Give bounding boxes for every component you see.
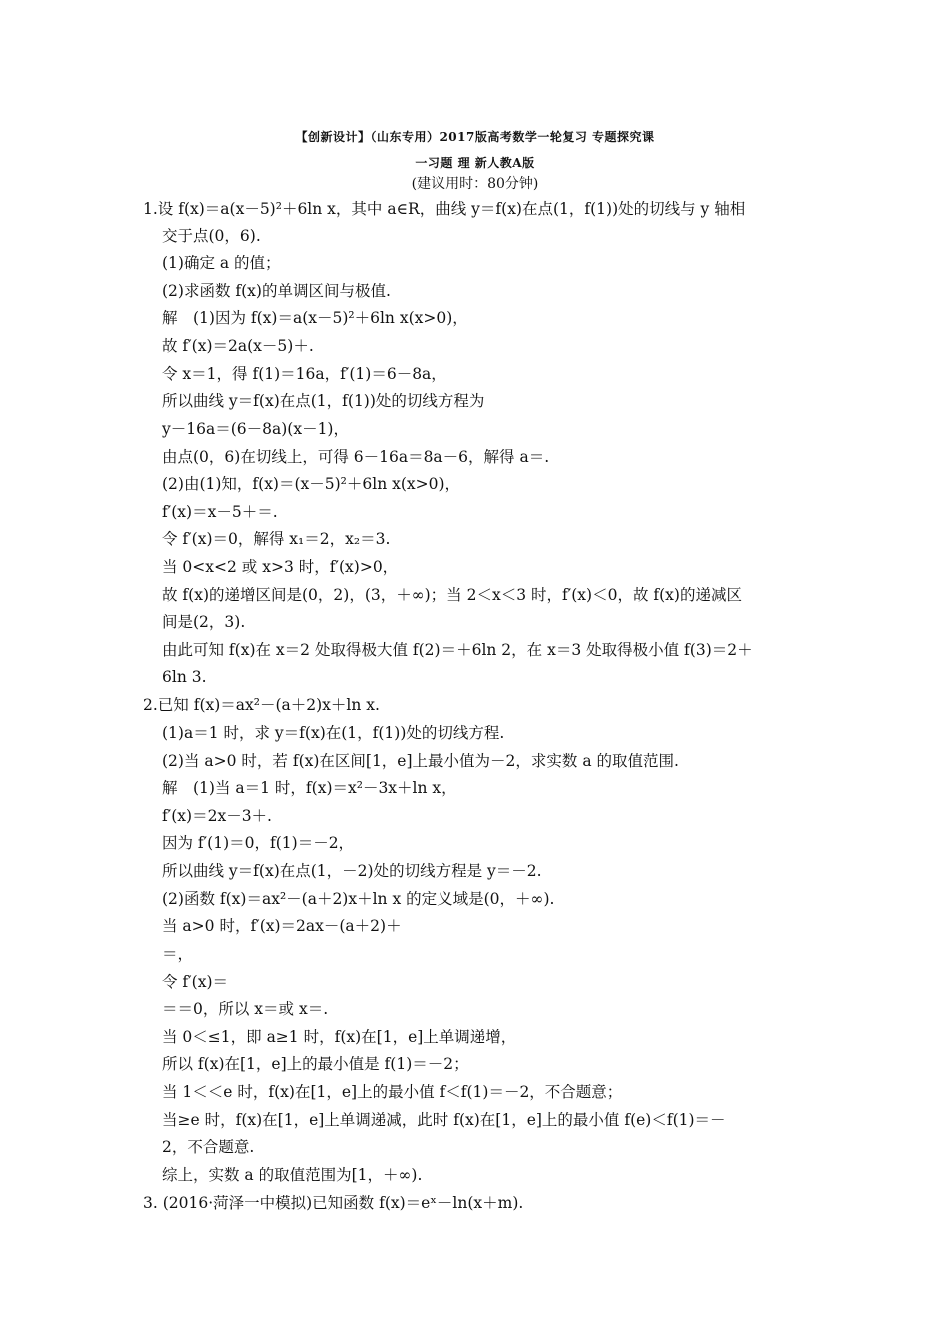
solution-line: ＝， bbox=[162, 945, 194, 963]
problem-1-part-2: (2)求函数 f(x)的单调区间与极值. bbox=[162, 282, 391, 300]
solution-line: 故 f′(x)＝2a(x－5)＋. bbox=[162, 337, 314, 355]
problem-1-part-1: (1)确定 a 的值； bbox=[162, 254, 281, 272]
solution-line: 由此可知 f(x)在 x＝2 处取得极大值 f(2)＝＋6ln 2，在 x＝3 处取得极小值 f(3)＝2＋ bbox=[162, 641, 753, 659]
solution-line: 综上，实数 a 的取值范围为[1，＋∞). bbox=[162, 1166, 423, 1184]
solution-line: 当 0<x<2 或 x>3 时，f′(x)>0， bbox=[162, 558, 399, 576]
solution-line: 由点(0，6)在切线上，可得 6－16a＝8a－6，解得 a＝. bbox=[162, 448, 550, 466]
solution-line: (2)由(1)知，f(x)＝(x－5)²＋6ln x(x>0)， bbox=[162, 475, 461, 493]
solution-line: 解 (1)当 a＝1 时，f(x)＝x²－3x＋ln x， bbox=[162, 779, 457, 797]
solution-line: 令 x＝1，得 f(1)＝16a，f′(1)＝6－8a， bbox=[162, 365, 447, 383]
solution-line: 令 f′(x)＝ bbox=[162, 973, 229, 991]
solution-line: 当 a>0 时，f′(x)＝2ax－(a＋2)＋ bbox=[162, 917, 402, 935]
solution-line: f′(x)＝x－5＋＝. bbox=[162, 503, 278, 521]
solution-line: 6ln 3. bbox=[162, 668, 207, 686]
solution-line: 所以曲线 y＝f(x)在点(1，f(1))处的切线方程为 bbox=[162, 392, 485, 410]
solution-line: 因为 f′(1)＝0，f(1)＝－2， bbox=[162, 834, 355, 852]
solution-line: 当 1＜＜e 时，f(x)在[1，e]上的最小值 f＜f(1)＝－2，不合题意； bbox=[162, 1083, 623, 1101]
solution-line: 间是(2，3). bbox=[162, 613, 246, 631]
document-title-line-2: 一习题 理 新人教A版 bbox=[415, 156, 535, 170]
solution-line: 当 0＜≤1，即 a≥1 时，f(x)在[1，e]上单调递增， bbox=[162, 1028, 517, 1046]
solution-line: (2)函数 f(x)＝ax²－(a＋2)x＋ln x 的定义域是(0，＋∞). bbox=[162, 890, 555, 908]
solution-line: 所以曲线 y＝f(x)在点(1，－2)处的切线方程是 y＝－2. bbox=[162, 862, 542, 880]
suggested-time: (建议用时：80分钟) bbox=[411, 176, 539, 192]
problem-2-part-1: (1)a＝1 时，求 y＝f(x)在(1，f(1))处的切线方程. bbox=[162, 724, 505, 742]
problem-2-statement: 2.已知 f(x)＝ax²－(a＋2)x＋ln x. bbox=[143, 696, 380, 714]
problem-1-statement-cont: 交于点(0，6). bbox=[162, 227, 261, 245]
problem-1-statement: 1.设 f(x)＝a(x－5)²＋6ln x，其中 a∈R，曲线 y＝f(x)在点(1，f(1))处的切线与 y 轴相 bbox=[143, 200, 746, 218]
solution-line: ＝＝0，所以 x＝或 x＝. bbox=[162, 1000, 329, 1018]
solution-line: 故 f(x)的递增区间是(0，2)，(3，＋∞)；当 2＜x＜3 时，f′(x)＜0，故 f(x)的递减区 bbox=[162, 586, 742, 604]
solution-line: 令 f′(x)＝0，解得 x₁＝2，x₂＝3. bbox=[162, 530, 391, 548]
solution-line: 2，不合题意. bbox=[162, 1138, 255, 1156]
solution-line: 所以 f(x)在[1，e]上的最小值是 f(1)＝－2； bbox=[162, 1055, 469, 1073]
solution-line: f′(x)＝2x－3＋. bbox=[162, 807, 272, 825]
problem-2-part-2: (2)当 a>0 时，若 f(x)在区间[1，e]上最小值为－2，求实数 a 的取值范围. bbox=[162, 752, 679, 770]
solution-line: 当≥e 时，f(x)在[1，e]上单调递减，此时 f(x)在[1，e]上的最小值 f(e)＜f(1)＝－ bbox=[162, 1111, 726, 1129]
problem-3-statement: 3. (2016·菏泽一中模拟)已知函数 f(x)＝eˣ－ln(x＋m). bbox=[143, 1194, 524, 1212]
document-title-line-1: 【创新设计】（山东专用）2017版高考数学一轮复习 专题探究课 bbox=[295, 130, 655, 144]
solution-line: 解 (1)因为 f(x)＝a(x－5)²＋6ln x(x>0)， bbox=[162, 309, 468, 327]
solution-line: y－16a＝(6－8a)(x－1)， bbox=[162, 420, 349, 438]
